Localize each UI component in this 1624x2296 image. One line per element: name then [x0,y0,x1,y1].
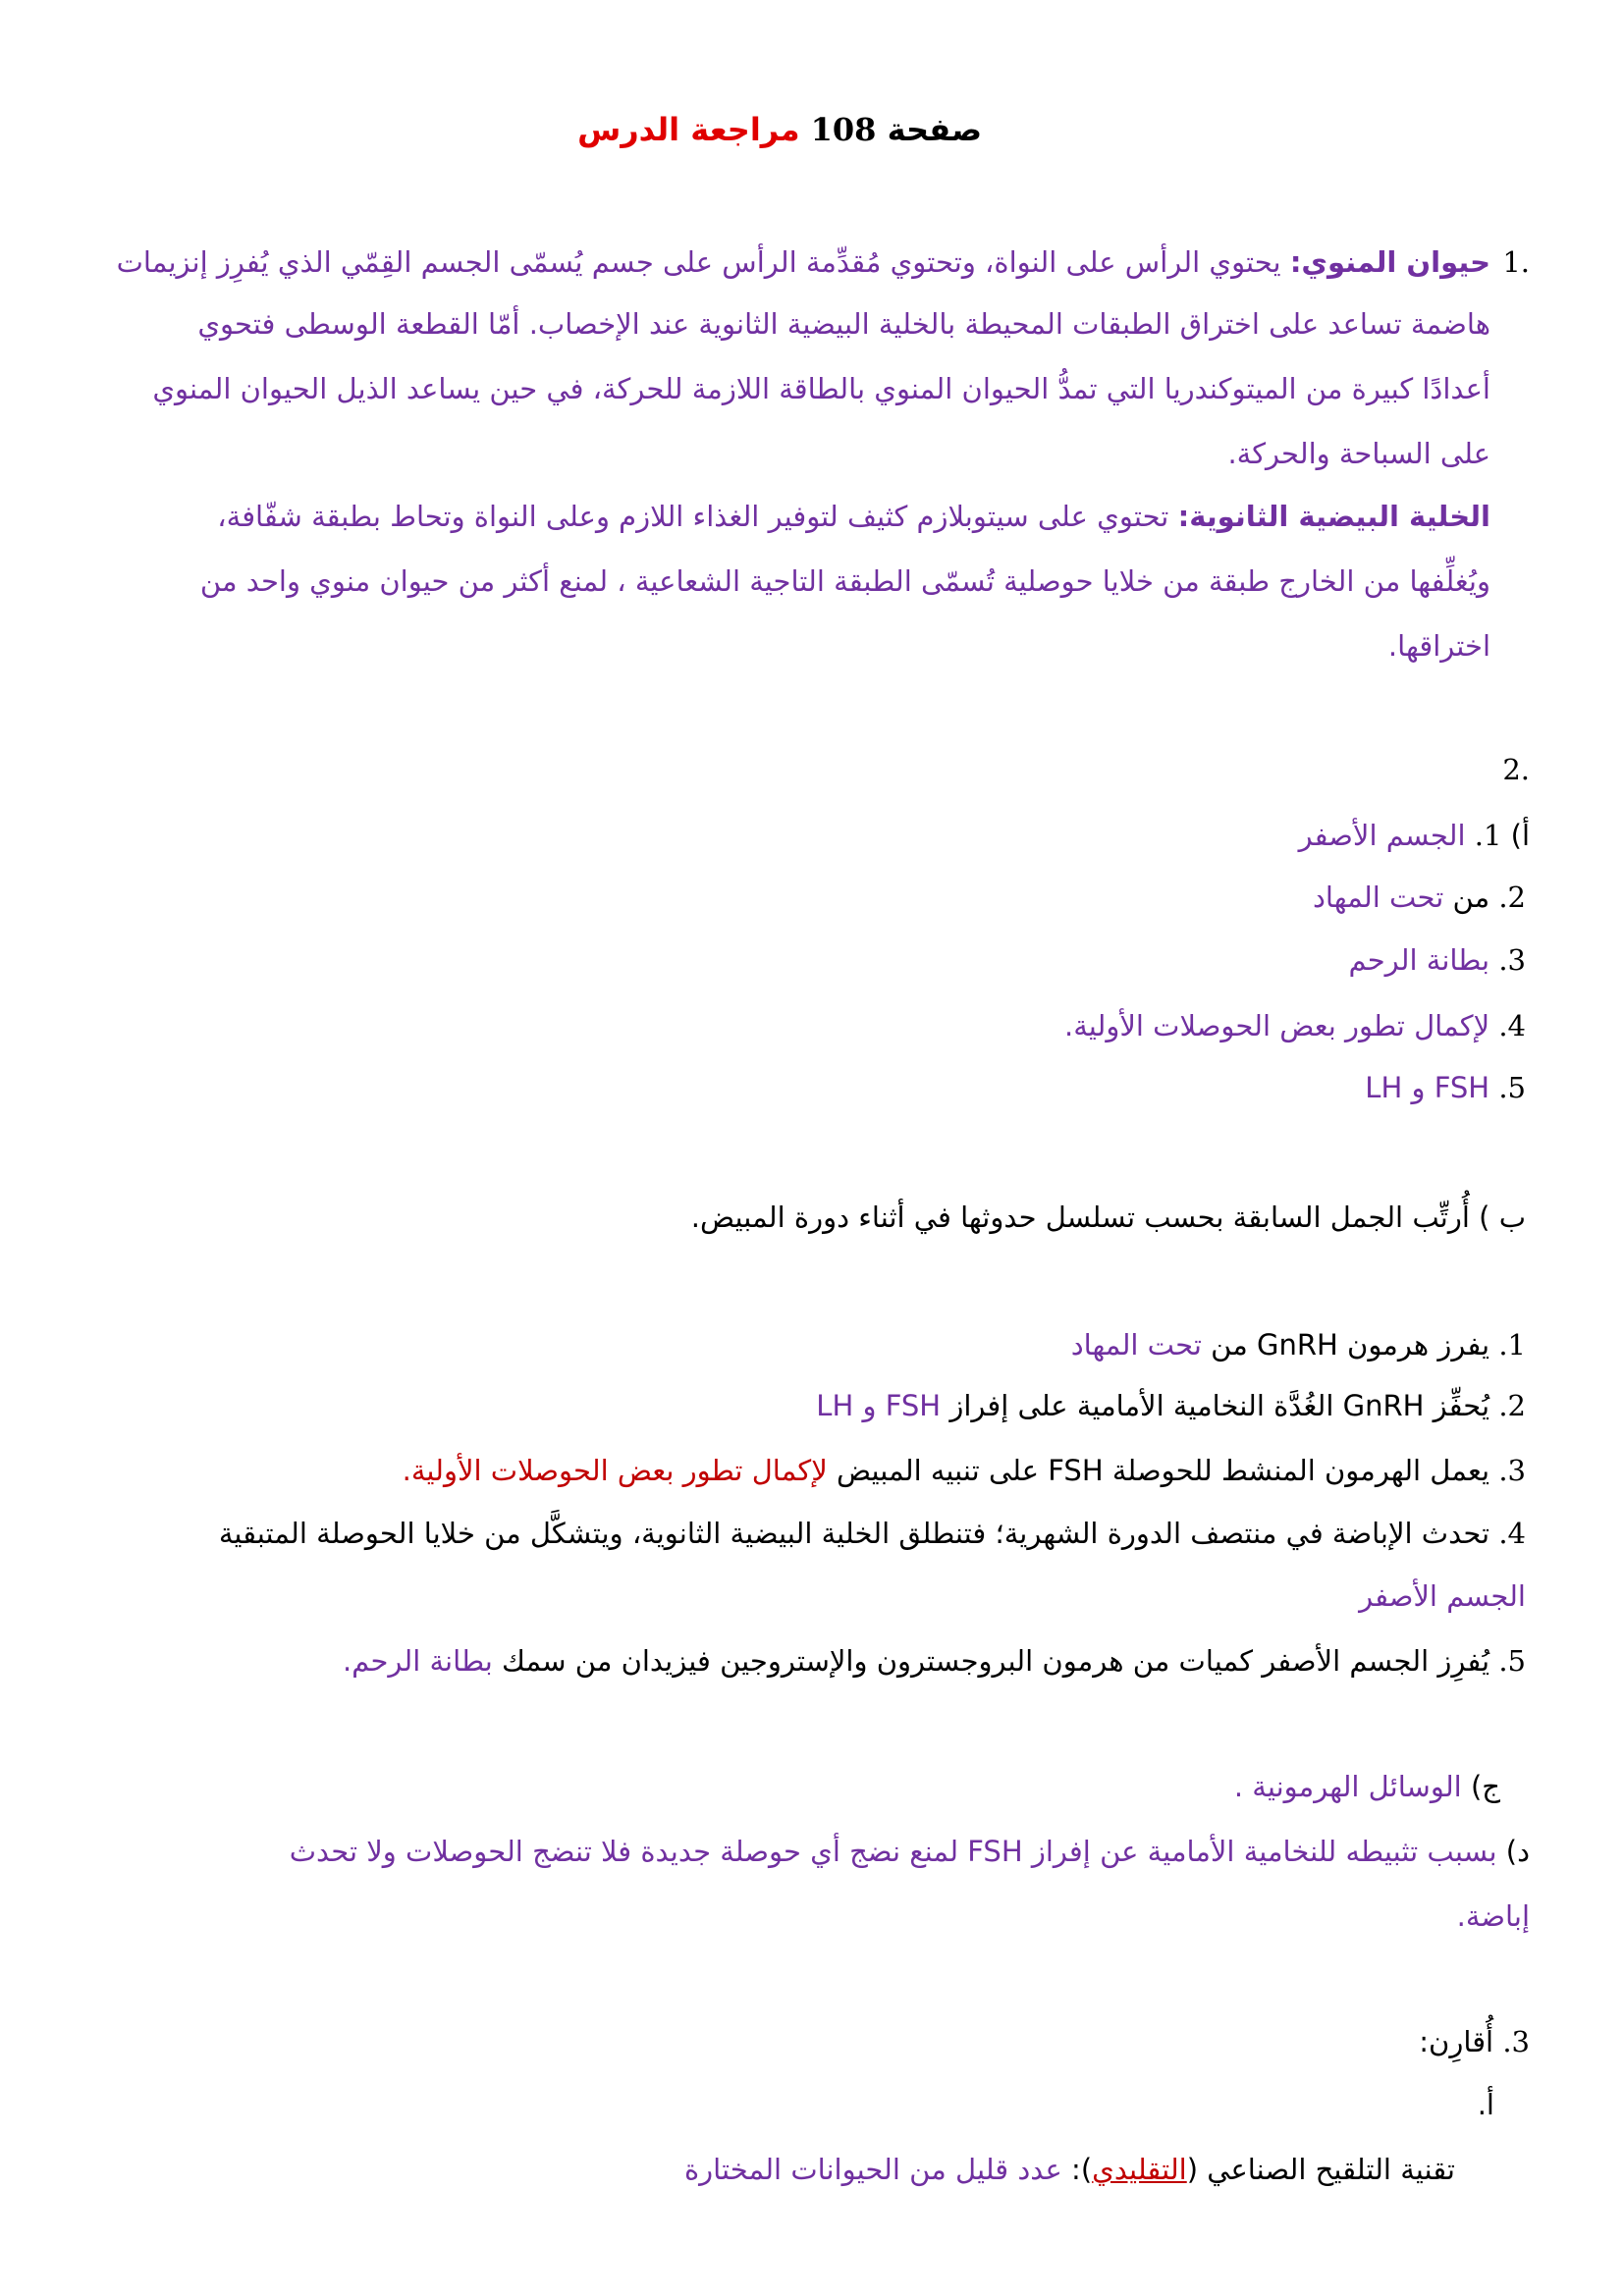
q2-a-item-3-text: بطانة الرحم [1348,943,1490,977]
q2-a-item-2 [1313,878,1526,917]
q2-d-line-2: إباضة. [1456,1899,1530,1933]
q2-number: .2 [1502,753,1530,786]
q2-a-item-5 [1365,1068,1526,1107]
q2-a-item-1-num: 1. [1474,819,1502,852]
q1-egg-line-1 [217,497,1490,536]
q3-a-paren-open: ( [1186,2153,1199,2186]
q2-b-item-1-text: يفرز هرمون GnRH من [1211,1328,1490,1362]
q1-sperm-line-3: أعدادًا كبيرة من الميتوكندريا التي تمدُّ الحيوان المنوي بالطاقة اللازمة للحركة، في حين يساعد الذيل الحيوان المنوي [152,372,1490,405]
q2-b-item-5 [343,1641,1526,1681]
q2-a-label: أ) [1510,819,1530,852]
q3-a-label: أ. [1477,2088,1494,2121]
q2-a-item-5-num: 5. [1498,1071,1526,1104]
q2-b-item-3-num: 3. [1498,1454,1526,1487]
q2-a-item-3 [1348,940,1526,980]
q1-sperm-text-1: يحتوي الرأس على النواة، وتحتوي مُقدِّمة الرأس على جسم يُسمّى الجسم القِمّي الذي يُفرِز إنزيمات [116,245,1281,279]
q3-number: 3. [1502,2025,1530,2058]
q2-d-text-1: بسبب تثبيطه للنخامية الأمامية عن إفراز FSH لمنع نضج أي حوصلة جديدة فلا تنضج الحوصلات ولا تحدث [289,1835,1497,1868]
q2-b-item-4 [219,1514,1526,1553]
q2-b-item-1-num: 1. [1498,1328,1526,1362]
q1-egg-line-3: اختراقها. [1387,629,1490,663]
q2-b-item-4-text: تحدث الإباضة في منتصف الدورة الشهرية؛ فتنطلق الخلية البيضية الثانوية، ويتشكَّل من خلايا الحوصلة المتبقية [218,1517,1490,1550]
q1-egg-label: الخلية البيضية الثانوية: [1177,500,1490,533]
q2-a-item-4-num: 4. [1498,1009,1526,1042]
q1-sperm-label: حيوان المنوي: [1289,245,1490,279]
q2-a-item-3-num: 3. [1498,943,1526,977]
q2-d-line-1 [290,1832,1530,1871]
q1-sperm-line-4: على السباحة والحركة. [1227,437,1490,470]
q2-b-item-1 [1071,1325,1526,1364]
q2-b-item-3-colored: لإكمال تطور بعض الحوصلات الأولية. [402,1454,828,1487]
q2-a-item-1-text: الجسم الأصفر [1298,819,1466,852]
q2-a-item-4-text: لإكمال تطور بعض الحوصلات الأولية. [1064,1009,1490,1042]
q2-b-item-1-colored: تحت المهاد [1070,1328,1202,1362]
q2-d-label: د) [1505,1835,1530,1868]
title-page-number: 108 [810,111,877,148]
q2-b-item-5-num: 5. [1498,1644,1526,1678]
q2-a-item-1 [1299,816,1530,855]
q2-b-item-5-colored: بطانة الرحم. [342,1644,493,1678]
q3-text: أُقارِن: [1419,2025,1494,2058]
q2-a-item-2-num: 2. [1498,881,1526,914]
q3-a-black-text: تقنية التلقيح الصناعي [1207,2153,1455,2186]
q2-c-text: الوسائل الهرمونية . [1233,1770,1462,1803]
q2-b-item-2-num: 2. [1498,1389,1526,1422]
q3-a-line [684,2150,1455,2189]
q2-b-item-2-text: يُحفِّز GnRH الغُدَّة النخامية الأمامية على إفراز [949,1389,1490,1422]
q2-b-item-4-colored: الجسم الأصفر [1359,1579,1526,1613]
q1-sperm-line-1 [117,242,1490,282]
q1-number: 1. [1502,245,1530,279]
q2-b-label: ب ) [1479,1201,1526,1234]
q3-a-red-text: التقليدي [1092,2153,1187,2186]
q2-b-instruction [691,1198,1526,1237]
q3-a-paren-close: ): [1071,2153,1093,2186]
q3-heading [1419,2022,1530,2061]
title-prefix: صفحة [887,111,982,148]
q1-sperm-line-2: هاضمة تساعد على اختراق الطبقات المحيطة بالخلية البيضية الثانوية عند الإخصاب. أمّا القطعة الوسطى فتحوي [197,307,1490,341]
q2-a-item-2-text: تحت المهاد [1313,881,1444,914]
title-suffix: مراجعة الدرس [577,111,800,148]
q2-b-item-3-text: يعمل الهرمون المنشط للحوصلة FSH على تنبيه المبيض [836,1454,1490,1487]
q2-b-item-2-colored: FSH و LH [816,1389,942,1422]
q2-b-item-2 [816,1386,1526,1425]
page-title [577,111,982,148]
q2-c-answer [1234,1767,1500,1806]
q1-egg-line-2: ويُغلِّفها من الخارج طبقة من خلايا حوصلية تُسمّى الطبقة التاجية الشعاعية ، لمنع أكثر من حيوان منوي واحد من [199,564,1490,598]
q2-c-label: ج) [1470,1770,1500,1803]
q2-b-item-4-num: 4. [1498,1517,1526,1550]
q2-b-item-3 [403,1451,1526,1490]
q2-a-item-2-prefix: من [1452,881,1490,914]
q1-egg-text-1: تحتوي على سيتوبلازم كثيف لتوفير الغذاء اللازم وعلى النواة وتحاط بطبقة شفّافة، [217,500,1169,533]
q2-a-item-5-text: FSH و LH [1365,1071,1490,1104]
q3-a-purple-text: عدد قليل من الحيوانات المختارة [683,2153,1062,2186]
q2-a-item-4 [1064,1006,1526,1045]
q2-b-item-5-text: يُفرِز الجسم الأصفر كميات من هرمون البروجسترون والإستروجين فيزيدان من سمك [502,1644,1490,1678]
q2-b-text: أُرتِّب الجمل السابقة بحسب تسلسل حدوثها في أثناء دورة المبيض. [690,1201,1470,1234]
